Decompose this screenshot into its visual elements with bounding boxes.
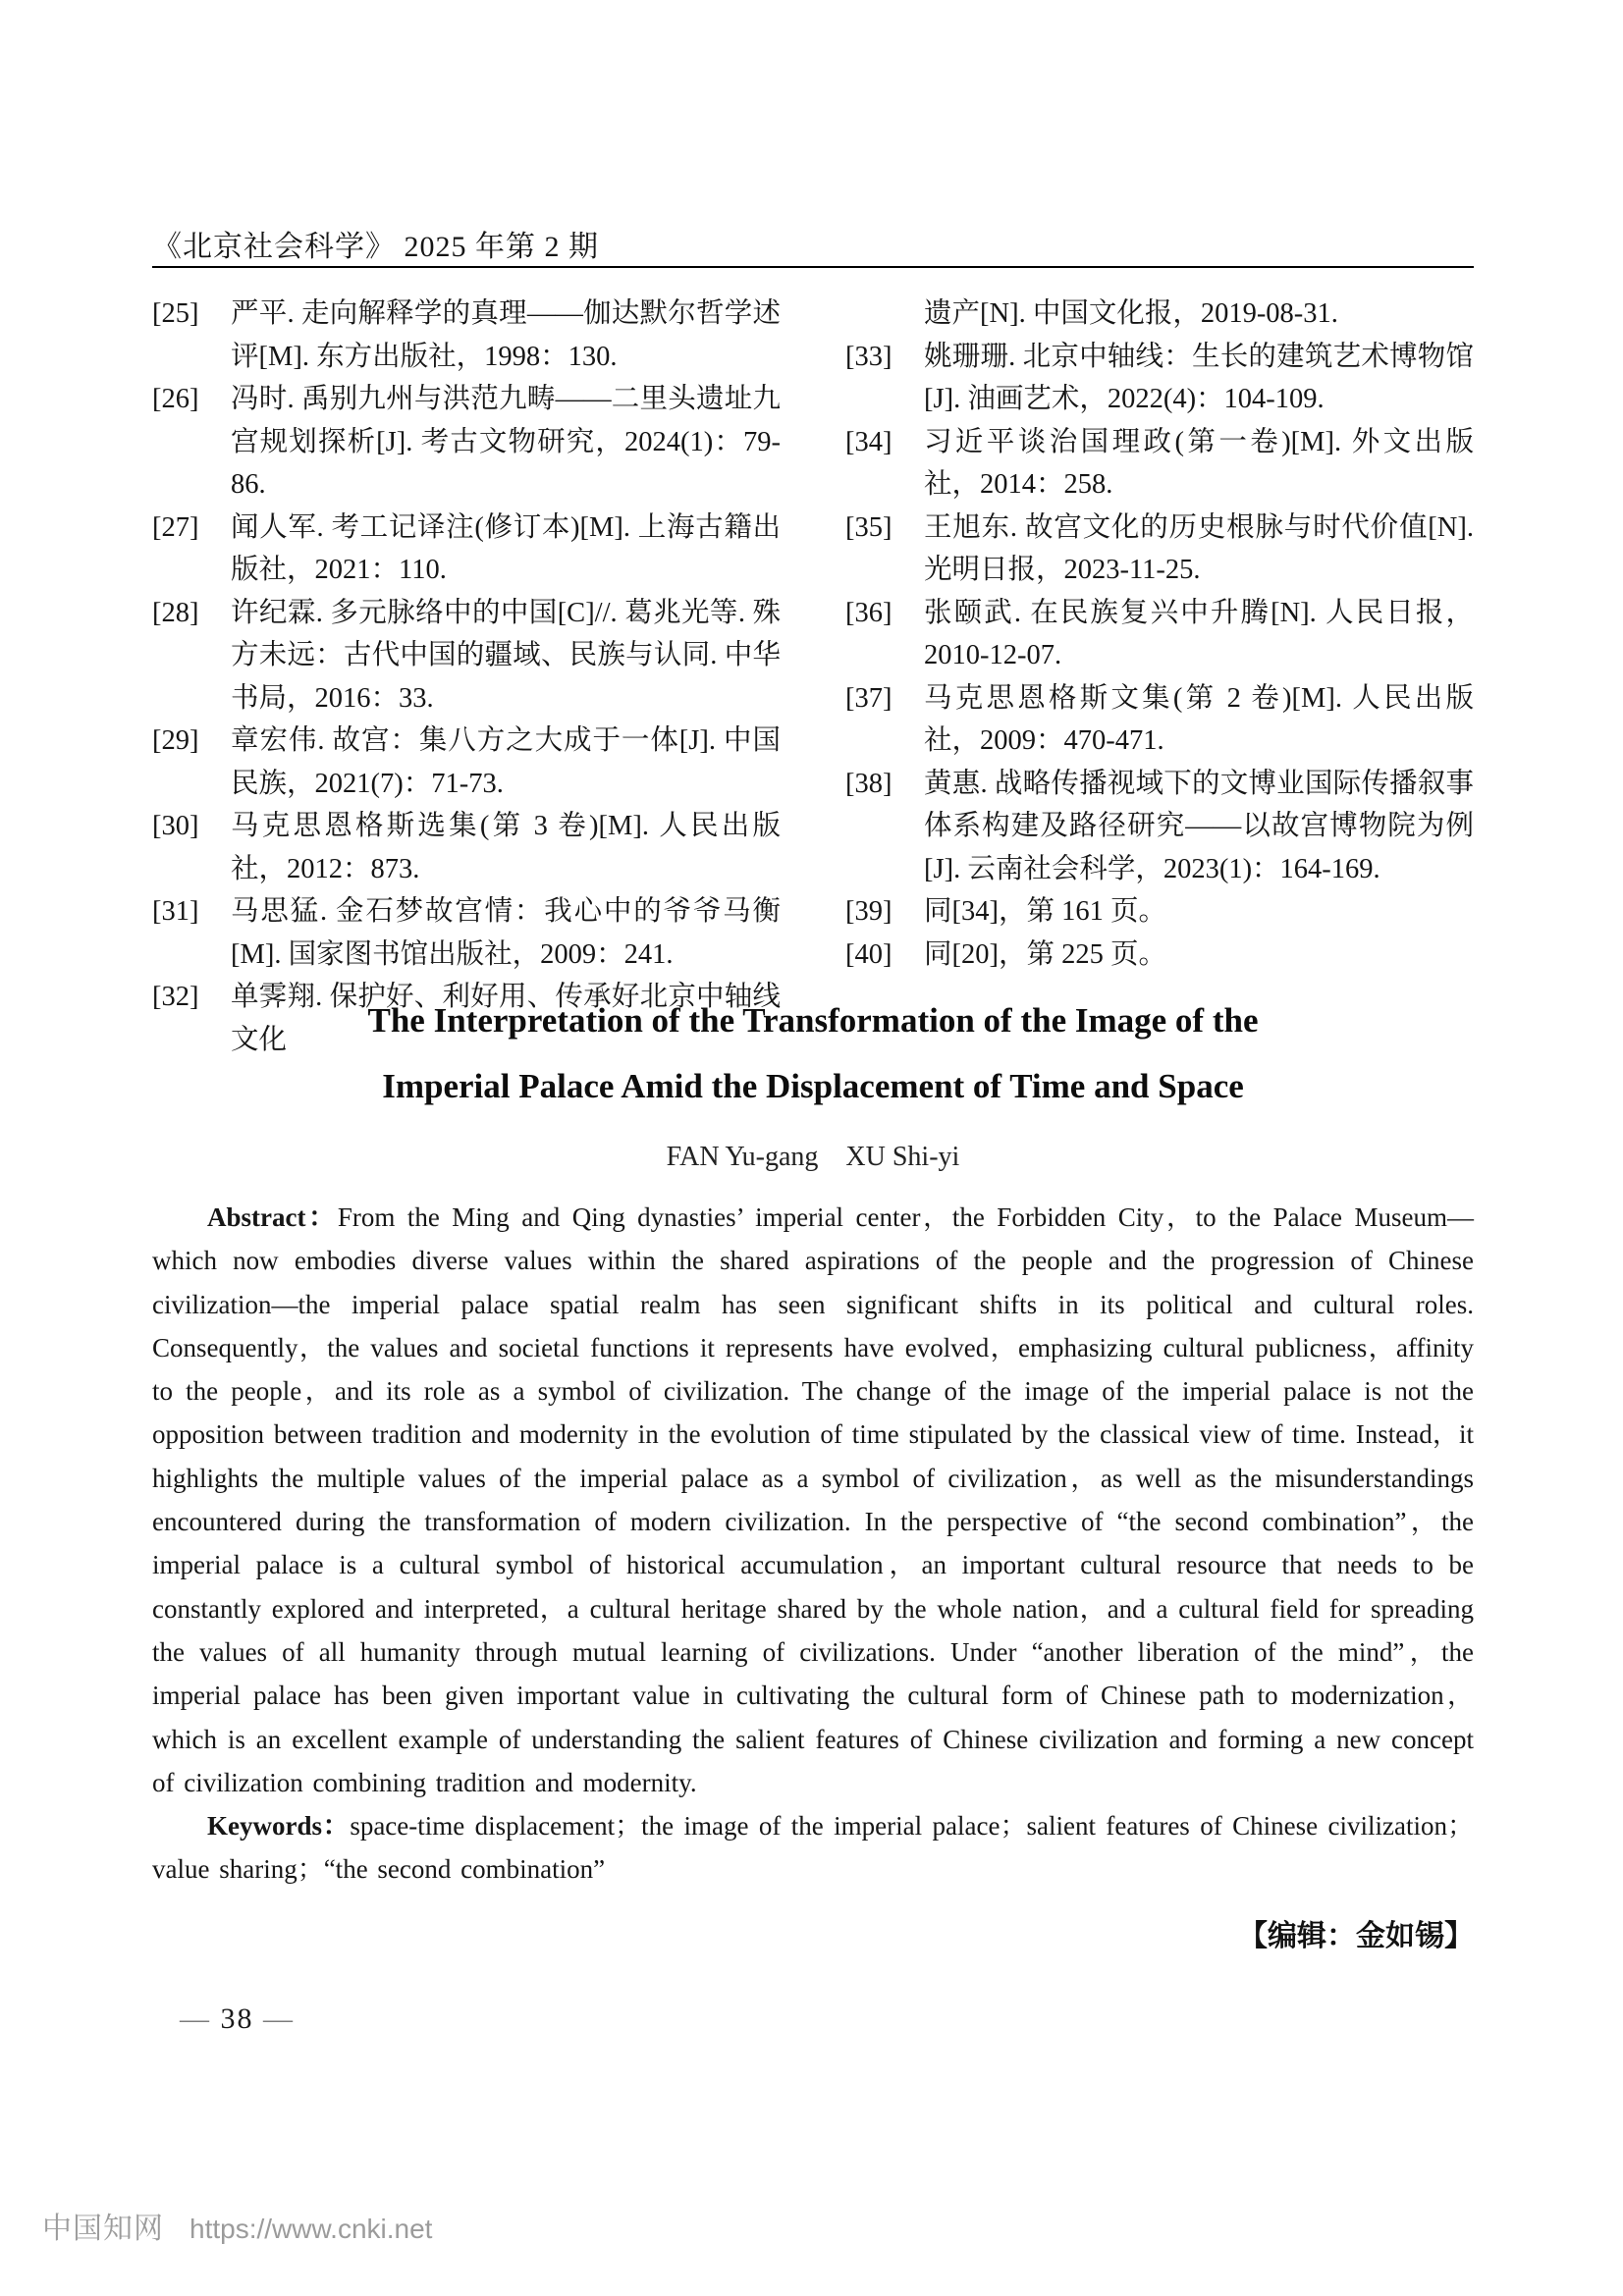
reference-list (152, 293, 1474, 1061)
reference-number: [38] (845, 768, 893, 799)
reference-item (152, 720, 781, 805)
page-number-value: 38 (220, 2002, 254, 2035)
english-abstract-section (152, 988, 1474, 1954)
reference-text: 闻人军. 考工记译注(修订本)[M]. 上海古籍出版社，2021：110. (231, 511, 781, 585)
reference-number: [32] (152, 982, 199, 1012)
reference-text: 冯时. 禹别九州与洪范九畴——二里头遗址九宫规划探析[J]. 考古文物研究，2024(1)：79-86. (231, 384, 781, 500)
header-divider (152, 266, 1474, 268)
reference-number: [35] (845, 511, 893, 543)
reference-text: 遗产[N]. 中国文化报，2019-08-31. (924, 298, 1338, 329)
reference-number: [33] (845, 341, 893, 372)
reference-text: 马思猛. 金石梦故宫情：我心中的爷爷马衡[M]. 国家图书馆出版社，2009：241. (231, 896, 781, 970)
reference-item (845, 507, 1474, 592)
reference-number: [40] (845, 938, 893, 970)
article-title-english (152, 988, 1474, 1119)
page-number-dash-right: — (263, 2002, 295, 2035)
reference-number: [36] (845, 597, 893, 628)
reference-number: [30] (152, 811, 199, 841)
reference-number: [29] (152, 725, 199, 756)
article-title-line2: Imperial Palace Amid the Displacement of Time and Space (382, 1067, 1244, 1105)
reference-number: [25] (152, 298, 199, 329)
reference-item (845, 421, 1474, 507)
reference-number: [28] (152, 597, 199, 628)
abstract-text: From the Ming and Qing dynasties’ imperial center，the Forbidden City，to the Palace Museum—which now embodies diverse values within the shared aspirations of the people and the progression of Chinese civilization—the imperial palace spatial realm has seen significant shifts in its political and cultural roles. Consequently，the values and societal functions it represents have evolved，emphasizing cultural publicness，affinity to the people，and its role as a symbol of civilization. The change of the image of the imperial palace is not the opposition between tradition and modernity in the evolution of time stipulated by the classical view of time. Instead，it highlights the multiple values of the imperial palace as a symbol of civilization，as well as the misunderstandings encountered during the transformation of modern civilization. In the perspective of “the second combination”，the imperial palace is a cultural symbol of historical accumulation，an important cultural resource that needs to be constantly explored and interpreted，a cultural heritage shared by the whole nation，and a cultural field for spreading the values of all humanity through mutual learning of civilizations. Under “another liberation of the mind”，the imperial palace has been given important value in cultivating the cultural form of Chinese path to modernization，which is an excellent example of understanding the salient features of Chinese civilization and forming a new concept of civilization combining tradition and modernity. (152, 1202, 1474, 1797)
reference-item (152, 293, 781, 378)
reference-item-continuation (845, 293, 1474, 336)
reference-item (152, 378, 781, 507)
editor-credit: 【编辑：金如锡】 (1238, 1919, 1474, 1952)
reference-text: 王旭东. 故宫文化的历史根脉与时代价值[N]. 光明日报，2023-11-25. (924, 511, 1474, 585)
cnki-site-url: https://www.cnki.net (189, 2214, 433, 2244)
article-authors: FAN Yu-gang XU Shi-yi (666, 1142, 960, 1172)
page-number-dash-left: — (180, 2002, 211, 2035)
keywords-text: space-time displacement；the image of the imperial palace；salient features of Chinese civilization；value sharing；“the second combination” (152, 1811, 1474, 1885)
article-title-line1: The Interpretation of the Transformation of the Image of the (367, 1001, 1259, 1040)
reference-number: [34] (845, 426, 893, 457)
reference-text: 习近平谈治国理政(第一卷)[M]. 外文出版社，2014：258. (924, 426, 1474, 500)
reference-number: [39] (845, 896, 893, 927)
reference-text: 同[20]，第 225 页。 (924, 938, 1166, 970)
reference-item (845, 336, 1474, 421)
reference-item (845, 890, 1474, 934)
reference-text: 张颐武. 在民族复兴中升腾[N]. 人民日报，2010-12-07. (924, 597, 1474, 670)
reference-item (845, 934, 1474, 977)
reference-item (152, 592, 781, 721)
reference-item (845, 763, 1474, 891)
cnki-footer (42, 2204, 432, 2247)
reference-number: [27] (152, 511, 199, 543)
reference-text: 马克思恩格斯选集(第 3 卷)[M]. 人民出版社，2012：873. (231, 811, 781, 884)
reference-text: 许纪霖. 多元脉络中的中国[C]//. 葛兆光等. 殊方未远：古代中国的疆域、民族与认同. 中华书局，2016：33. (231, 597, 781, 714)
reference-column-left (152, 293, 781, 1061)
reference-item (845, 677, 1474, 763)
reference-text: 同[34]，第 161 页。 (924, 896, 1166, 927)
abstract-paragraph (152, 1196, 1474, 1804)
reference-text: 章宏伟. 故宫：集八方之大成于一体[J]. 中国民族，2021(7)：71-73. (231, 725, 781, 799)
reference-item (152, 507, 781, 592)
reference-text: 姚珊珊. 北京中轴线：生长的建筑艺术博物馆[J]. 油画艺术，2022(4)：104-109. (924, 341, 1474, 414)
page-number (180, 2002, 295, 2036)
reference-item (152, 805, 781, 890)
keywords-label: Keywords： (207, 1811, 351, 1842)
reference-text: 严平. 走向解释学的真理——伽达默尔哲学述评[M]. 东方出版社，1998：130. (231, 298, 781, 372)
reference-number: [31] (152, 896, 199, 927)
reference-number: [37] (845, 682, 893, 714)
reference-text: 马克思恩格斯文集(第 2 卷)[M]. 人民出版社，2009：470-471. (924, 682, 1474, 756)
reference-column-right (845, 293, 1474, 1061)
abstract-label: Abstract： (207, 1202, 338, 1232)
reference-item (152, 890, 781, 976)
reference-text: 黄惠. 战略传播视域下的文博业国际传播叙事体系构建及路径研究——以故宫博物院为例[J]. 云南社会科学，2023(1)：164-169. (924, 768, 1474, 884)
reference-text: 单霁翔. 保护好、利好用、传承好北京中轴线文化 (231, 982, 781, 1055)
cnki-site-name: 中国知网 (42, 2213, 164, 2245)
reference-number: [26] (152, 384, 199, 414)
journal-header: 《北京社会科学》 2025 年第 2 期 (152, 231, 599, 263)
keywords-paragraph (152, 1804, 1474, 1892)
reference-item (845, 592, 1474, 677)
